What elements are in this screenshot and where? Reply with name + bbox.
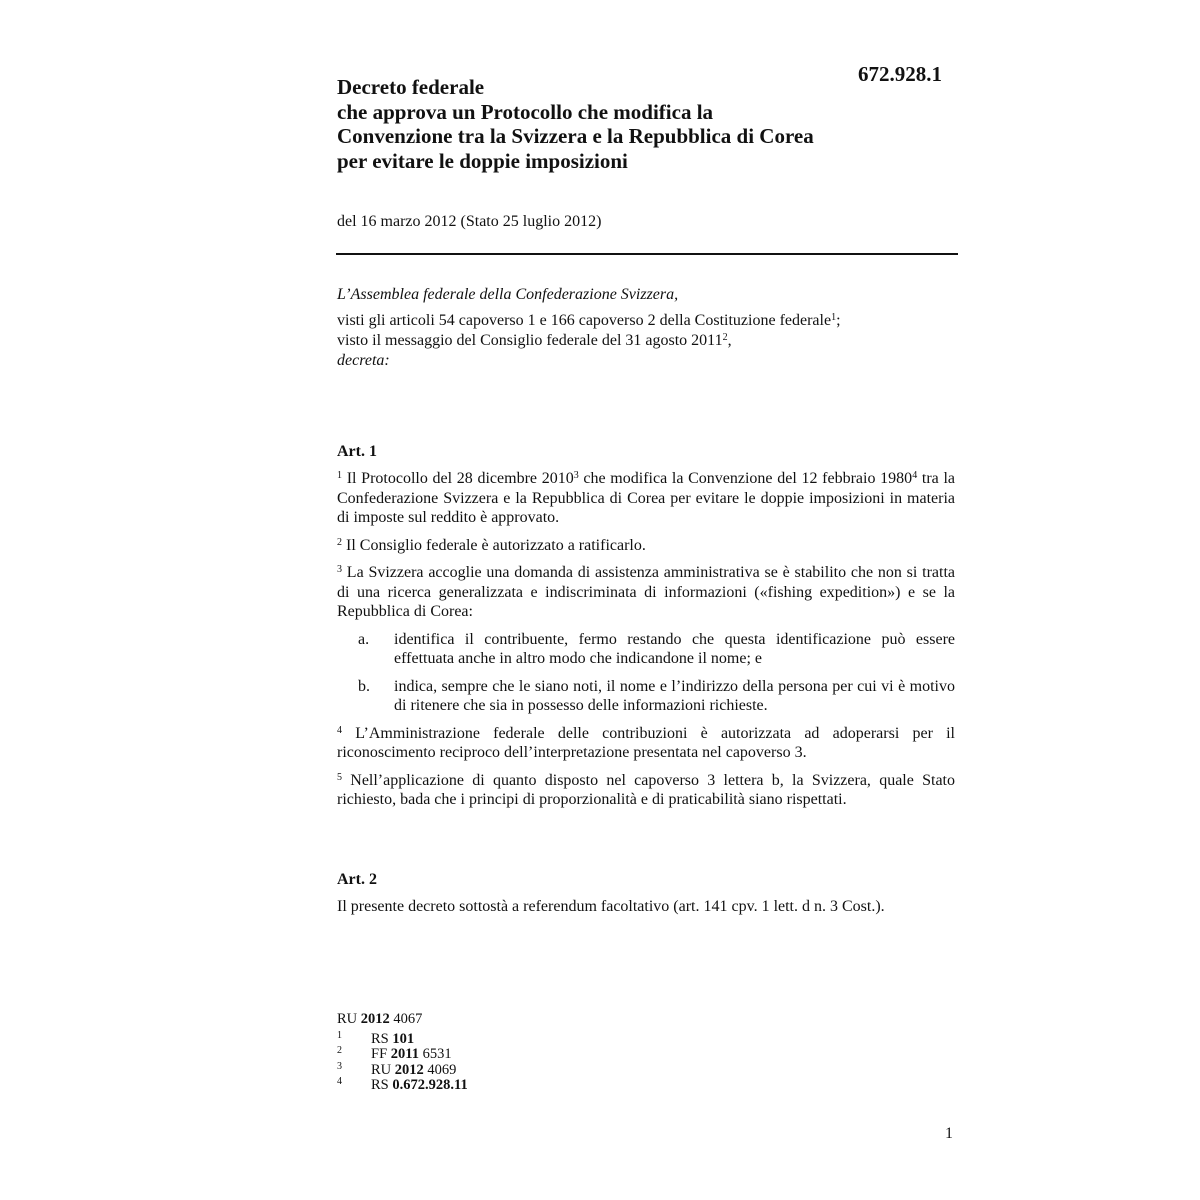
footnotes — [337, 1012, 468, 1094]
title-line: per evitare le doppie imposizioni — [337, 148, 628, 173]
list-item-text: identifica il contribuente, fermo restando che questa identificazione può essere effettuata anche in altro modo che indicandone il nome; e — [394, 630, 955, 667]
article-2 — [337, 870, 955, 917]
footnote-ref[interactable]: 2 — [722, 332, 728, 343]
footnote-link[interactable]: 101 — [392, 1030, 415, 1047]
list-item-b — [337, 677, 955, 716]
paragraph-1: $^1$ Il Protocollo del 28 dicembre 2010$^3$ che modifica la Convenzione del 12 febbraio 1980$^4$ tra la Confederazione Svizzera e la Repubblica di Corea per evitare le doppie imposizioni in materia di imposte sul reddito è approvato. — [337, 470, 956, 526]
preamble-line-2: visto il messaggio del Consiglio federale del 31 agosto 2011$^2$, — [337, 332, 732, 349]
paragraph-number: 3 — [337, 564, 342, 575]
document-date: del 16 marzo 2012 (Stato 25 luglio 2012) — [337, 213, 602, 230]
article-heading: Art. 1 — [337, 443, 377, 460]
paragraph-4: $^4$ L’Amministrazione federale delle contribuzioni è autorizzata ad adoperarsi per il riconoscimento reciproco dell’interpretazione presentata nel capoverso 3. — [337, 724, 955, 761]
official-compilation-ref: RU 2012 4067 — [337, 1011, 423, 1027]
article-heading: Art. 2 — [337, 871, 377, 888]
list-marker: b. — [358, 677, 370, 695]
footnote-ref[interactable]: 4 — [912, 470, 918, 481]
footnote: 3 RU 2012 4069 — [337, 1060, 457, 1078]
footnote-ref[interactable]: 3 — [573, 470, 579, 481]
document-title — [337, 75, 937, 173]
preamble-decreta: decreta: — [337, 352, 390, 369]
page-number: 1 — [945, 1125, 953, 1142]
footnote: 1 RS 101 — [337, 1029, 415, 1047]
list-marker: a. — [358, 630, 370, 648]
preamble-assembly: L’Assemblea federale della Confederazione Svizzera, — [337, 286, 679, 303]
footnote-number: 3 — [337, 1060, 342, 1072]
preamble — [337, 285, 957, 371]
footnote: 4 RS 0.672.928.11 — [337, 1076, 468, 1093]
title-line: che approva un Protocollo che modifica la — [337, 99, 714, 124]
list-item-text: indica, sempre che le siano noti, il nome e l’indirizzo della persona per cui vi è motivo di ritenere che sia in possesso delle informazioni richieste. — [394, 677, 955, 714]
footnote-ref[interactable]: 1 — [831, 312, 837, 323]
paragraph-3: $^3$ La Svizzera accoglie una domanda di assistenza amministrativa se è stabilito che non si tratta di una ricerca generalizzata e indiscriminata di informazioni («fishing expedition») e se la Repubblica di Corea: — [337, 564, 955, 620]
paragraph-number: 4 — [337, 724, 342, 736]
article-1 — [337, 442, 955, 818]
list-item-a — [337, 630, 955, 669]
title-line: Convenzione tra la Svizzera e la Repubblica di Corea — [337, 124, 814, 148]
paragraph-5: $^5$ Nell’applicazione di quanto disposto nel capoverso 3 lettera b, la Svizzera, quale Stato richiesto, bada che i principi di proporzionalità e di praticabilità siano rispettati. — [337, 771, 955, 808]
footnote-link[interactable]: 2011 — [390, 1046, 419, 1062]
footnote-number: 1 — [337, 1029, 342, 1041]
footnote-number: 2 — [337, 1045, 342, 1056]
footnote-link[interactable]: 2012 — [394, 1061, 424, 1078]
title-line: Decreto federale — [337, 75, 485, 99]
title-divider — [336, 253, 958, 255]
footnote-number: 4 — [337, 1076, 342, 1087]
article-2-text: Il presente decreto sottostà a referendum facoltativo (art. 141 cpv. 1 lett. d n. 3 Cost.). — [337, 898, 885, 915]
paragraph-number: 1 — [337, 470, 342, 481]
footnote: 2 FF 2011 6531 — [337, 1045, 452, 1062]
paragraph-number: 2 — [337, 536, 342, 548]
paragraph-number: 5 — [337, 771, 342, 783]
document-number: 672.928.1 — [858, 62, 942, 86]
preamble-line-1: visti gli articoli 54 capoverso 1 e 166 capoverso 2 della Costituzione federale$^1$; — [337, 312, 841, 329]
paragraph-2: $^2$ Il Consiglio federale è autorizzato a ratificarlo. — [337, 536, 646, 554]
footnote-link[interactable]: 0.672.928.11 — [392, 1077, 468, 1093]
